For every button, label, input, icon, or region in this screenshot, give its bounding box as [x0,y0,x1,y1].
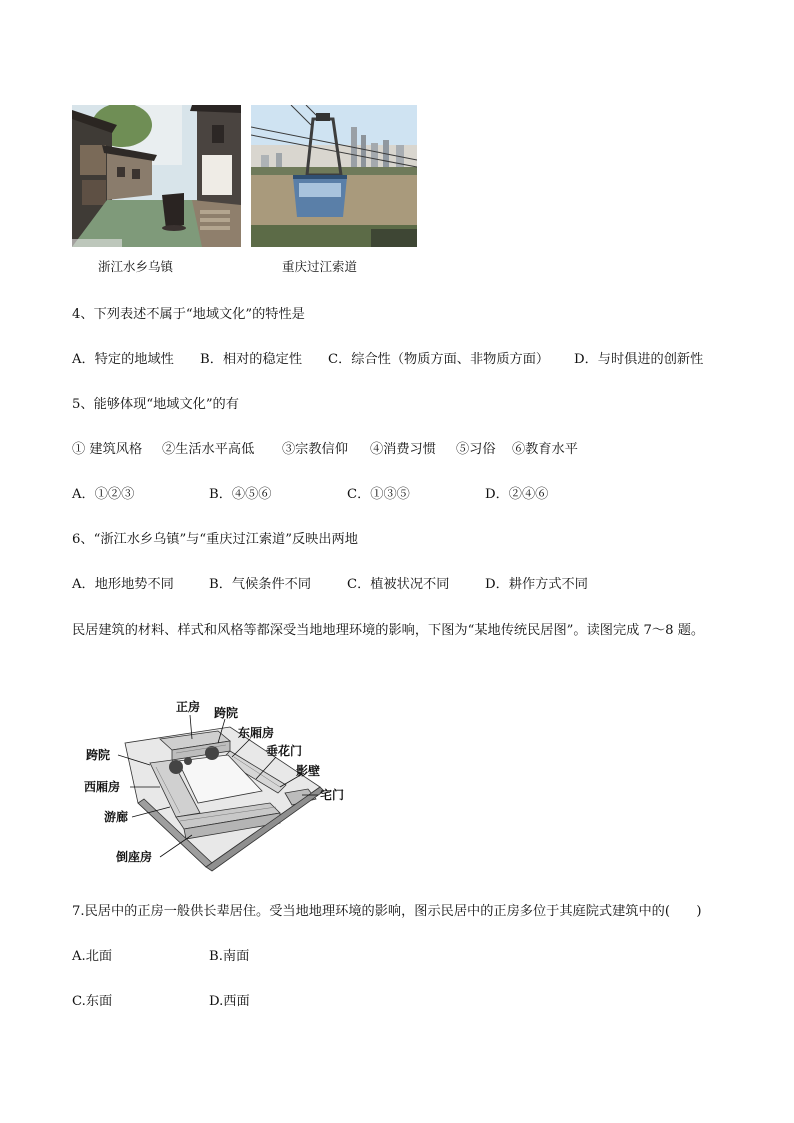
label-yingbi: 影壁 [296,764,321,778]
q6-option-c[interactable]: C．植被状况不同 [347,577,450,592]
q5-item-2: ②生活水平高低 [162,442,255,457]
courtyard-diagram-art [80,695,360,875]
label-dongxiangfang: 东厢房 [238,726,275,740]
wuzhen-photo-art [72,105,241,247]
q5-option-d[interactable]: D．②④⑥ [485,487,549,502]
cable-car-photo [251,105,417,247]
wuzhen-photo [72,105,241,247]
q5-item-6: ⑥教育水平 [512,442,578,457]
q5-option-c[interactable]: C．①③⑤ [347,487,410,502]
label-kuayuan-top: 跨院 [214,706,239,720]
courtyard-diagram [80,695,360,875]
label-kuayuan-left: 跨院 [86,748,111,762]
label-youlang: 游廊 [104,810,129,824]
label-daozuofang: 倒座房 [116,850,153,864]
q4-option-b[interactable]: B．相对的稳定性 [200,352,303,367]
label-zhaimen: 宅门 [320,788,345,802]
q4-option-a[interactable]: A．特定的地域性 [72,352,174,367]
q4-stem: 4、下列表述不属于“地域文化”的特性是 [72,307,305,322]
q5-item-5: ⑤习俗 [456,442,496,457]
q5-stem: 5、能够体现“地域文化”的有 [72,397,239,412]
intro-paragraph: 民居建筑的材料、样式和风格等都深受当地地理环境的影响，下图为“某地传统民居图”。读图完成 7～8 题。 [72,623,705,638]
wuzhen-caption: 浙江水乡乌镇 [98,259,174,274]
q4-option-d[interactable]: D．与时俱进的创新性 [574,352,704,367]
label-xixiangfang: 西厢房 [84,780,121,794]
q7-stem: 7.民居中的正房一般供长辈居住。受当地地理环境的影响，图示民居中的正房多位于其庭院式建筑中的( ) [72,904,702,919]
q5-option-a[interactable]: A．①②③ [72,487,135,502]
q4-option-c[interactable]: C．综合性（物质方面、非物质方面） [328,352,550,367]
q7-option-b[interactable]: B.南面 [209,949,250,964]
q6-option-a[interactable]: A．地形地势不同 [72,577,174,592]
q6-option-b[interactable]: B．气候条件不同 [209,577,312,592]
q7-option-d[interactable]: D.西面 [209,994,250,1009]
q6-option-d[interactable]: D．耕作方式不同 [485,577,588,592]
q5-item-3: ③宗教信仰 [282,442,348,457]
cable-car-photo-art [251,105,417,247]
cable-car-caption: 重庆过江索道 [282,259,358,274]
q6-stem: 6、“浙江水乡乌镇”与“重庆过江索道”反映出两地 [72,532,358,547]
q7-option-a[interactable]: A.北面 [72,949,113,964]
q5-item-4: ④消费习惯 [370,442,436,457]
label-chuihuamen: 垂花门 [266,744,303,758]
label-zhengfang: 正房 [176,700,201,714]
q5-option-b[interactable]: B．④⑤⑥ [209,487,272,502]
q5-item-1: ① 建筑风格 [72,442,143,457]
q7-option-c[interactable]: C.东面 [72,994,113,1009]
